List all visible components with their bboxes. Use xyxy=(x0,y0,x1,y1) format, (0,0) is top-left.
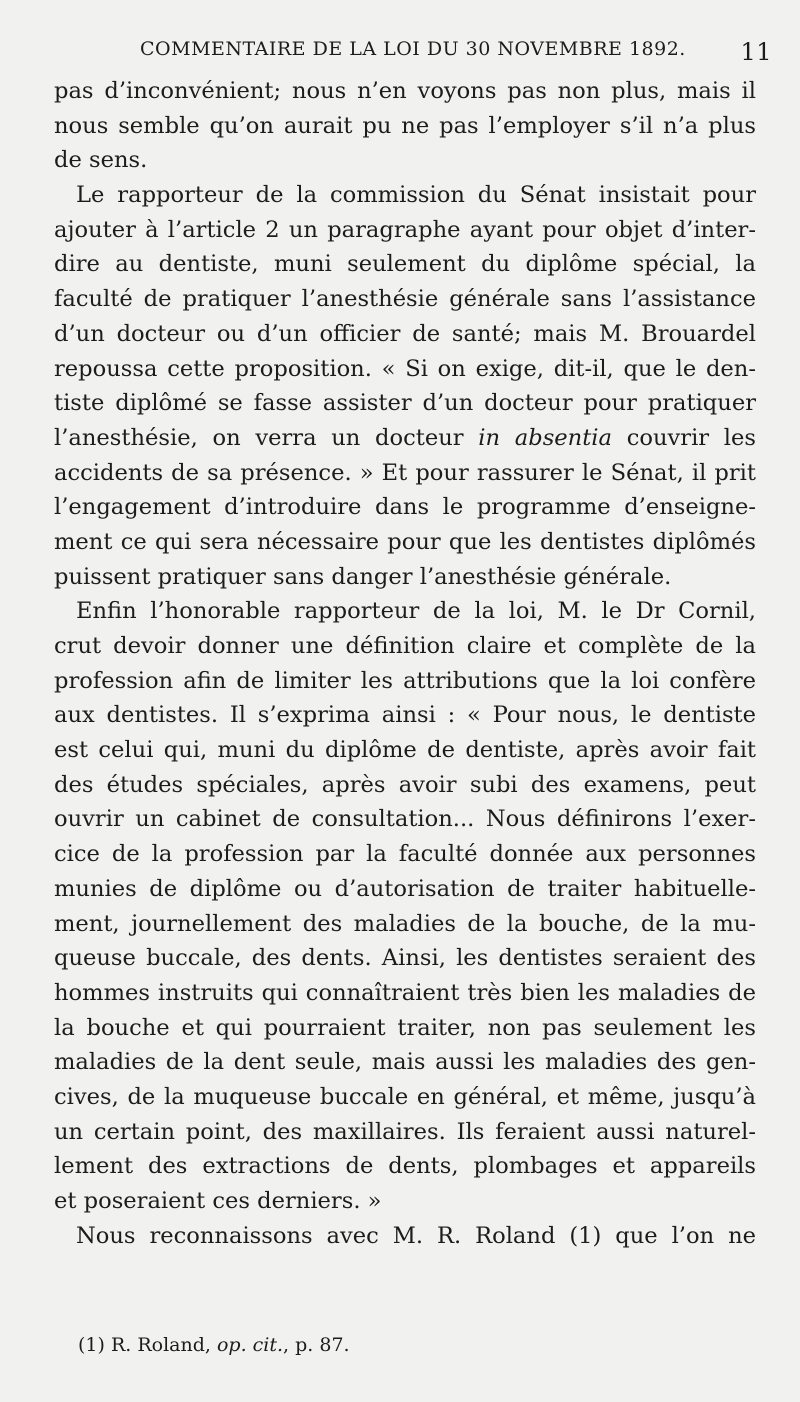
text-line: crut devoir donner une définition claire et complète de la xyxy=(54,633,756,659)
text-line: ment, journellement des maladies de la bouche, de la mu- xyxy=(54,910,756,937)
text-line: ouvrir un cabinet de consultation... Nous définirons l’exer- xyxy=(54,806,756,833)
body-text xyxy=(54,74,756,1253)
text-line: des études spéciales, après avoir subi des examens, peut xyxy=(54,771,756,798)
text-line: maladies de la dent seule, mais aussi les maladies des gen- xyxy=(54,1049,756,1076)
text-line: repoussa cette proposition. « Si on exige, dit-il, que le den- xyxy=(54,355,756,382)
text-line: tiste diplômé se fasse assister d’un docteur pour pratiquer xyxy=(54,390,756,417)
text-line: dire au dentiste, muni seulement du diplôme spécial, la xyxy=(54,251,756,278)
text-span: couvrir les xyxy=(612,424,756,451)
text-line: Nous reconnaissons avec M. R. Roland (1) que l’on ne xyxy=(76,1222,756,1249)
text-line: nous semble qu’on aurait pu ne pas l’employer s’il n’a plus xyxy=(54,112,756,139)
text-line: est celui qui, muni du diplôme de dentiste, après avoir fait xyxy=(54,737,756,764)
text-line: et poseraient ces derniers. » xyxy=(54,1188,382,1214)
footnote xyxy=(78,1334,350,1356)
italic-phrase: in absentia xyxy=(478,424,612,451)
text-line: munies de diplôme ou d’autorisation de traiter habituelle- xyxy=(54,875,756,902)
text-line: hommes instruits qui connaîtraient très bien les maladies de xyxy=(54,979,756,1006)
text-line: cives, de la muqueuse buccale en général, et même, jusqu’à xyxy=(54,1083,756,1110)
footnote-tail: , p. 87. xyxy=(283,1334,350,1356)
text-line: lement des extractions de dents, plombages et appareils xyxy=(54,1153,756,1180)
text-line: Enfin l’honorable rapporteur de la loi, M. le Dr Cornil, xyxy=(76,598,756,625)
text-line: profession afin de limiter les attributions que la loi confère xyxy=(54,667,756,694)
running-title: COMMENTAIRE DE LA LOI DU 30 NOVEMBRE 1892. xyxy=(140,38,686,60)
running-header xyxy=(140,38,772,72)
text-line: ajouter à l’article 2 un paragraphe ayant pour objet d’inter- xyxy=(54,216,756,243)
page-number: 11 xyxy=(740,38,772,66)
text-line: cice de la profession par la faculté donnée aux personnes xyxy=(54,841,756,868)
footnote-marker: (1) R. Roland, xyxy=(78,1334,217,1356)
text-line: pas d’inconvénient; nous n’en voyons pas non plus, mais il xyxy=(54,78,756,104)
text-line: aux dentistes. Il s’exprima ainsi : « Pour nous, le dentiste xyxy=(54,702,756,729)
text-line xyxy=(54,421,756,456)
footnote-italic: op. cit. xyxy=(216,1334,284,1356)
text-line: accidents de sa présence. » Et pour rassurer le Sénat, il prit xyxy=(54,459,756,486)
text-line: queuse buccale, des dents. Ainsi, les dentistes seraient des xyxy=(54,945,756,972)
text-line: un certain point, des maxillaires. Ils feraient aussi naturel- xyxy=(54,1118,756,1145)
text-line: de sens. xyxy=(54,147,148,174)
text-line: Le rapporteur de la commission du Sénat insistait pour xyxy=(76,182,756,209)
text-line: l’engagement d’introduire dans le programme d’enseigne- xyxy=(54,494,756,521)
text-line: ment ce qui sera nécessaire pour que les dentistes diplômés xyxy=(54,528,756,555)
text-line: la bouche et qui pourraient traiter, non pas seulement les xyxy=(54,1014,756,1041)
text-line: puissent pratiquer sans danger l’anesthésie générale. xyxy=(54,563,672,590)
text-line: faculté de pratiquer l’anesthésie générale sans l’assistance xyxy=(54,286,756,313)
text-line: d’un docteur ou d’un officier de santé; mais M. Brouardel xyxy=(54,320,756,347)
text-span: l’anesthésie, on verra un docteur xyxy=(54,424,479,451)
